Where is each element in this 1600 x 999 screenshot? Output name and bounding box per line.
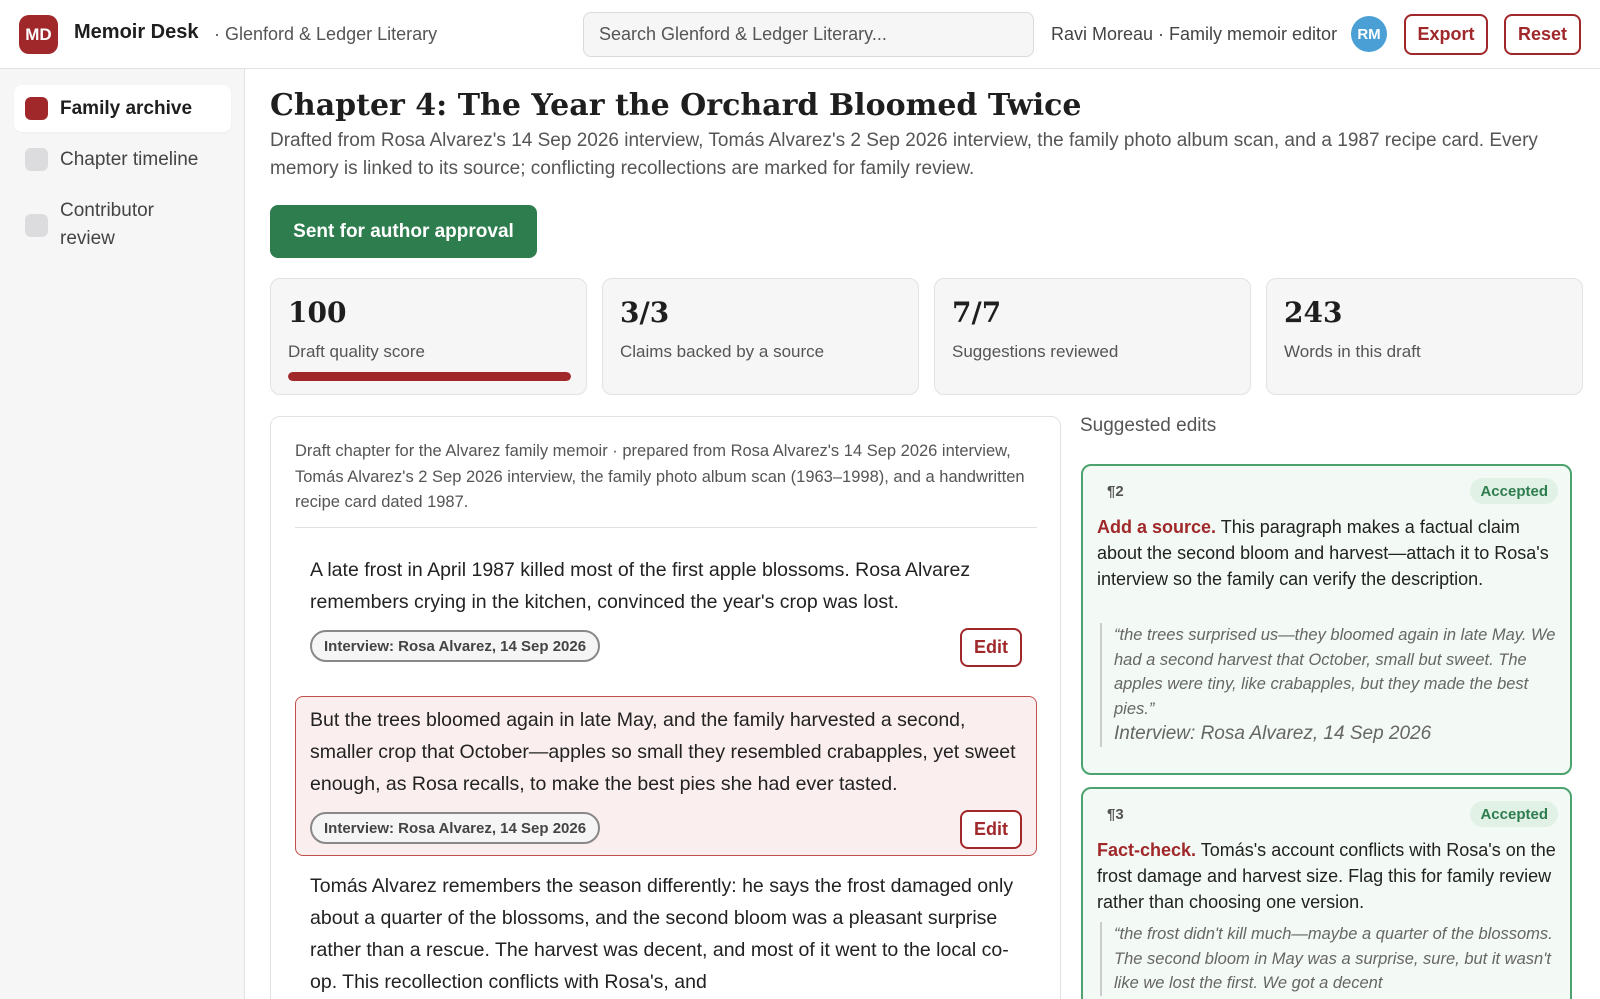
draft-intro: Draft chapter for the Alvarez family memoir · prepared from Rosa Alvarez's 14 Sep 2026 interview, Tomás Alvarez's 2 Sep 2026 interview, the family photo album scan (1963–1998), and a handwritten recipe card dated 1987. [295,442,1025,511]
sidebar [0,69,245,999]
paragraph-text: Tomás Alvarez remembers the season differently: he says the frost damaged only about a quarter of the blossoms, and the second bloom was a pleasant surprise rather than a rescue. The harvest was decent, and most of it went to the local co-op. This recollection conflicts with Rosa's, and [310,875,1014,993]
suggestion-card[interactable] [1081,787,1572,999]
organization-name: · Glenford & Ledger Literary [214,24,438,44]
edit-button[interactable]: Edit [960,628,1022,667]
status-badge: Accepted [1470,478,1558,504]
stat-card-words [1266,278,1583,395]
suggestion-kind: Fact-check. [1097,840,1197,860]
paragraph-ref: ¶3 [1107,806,1124,823]
page-title: Chapter 4: The Year the Orchard Bloomed Twice [270,88,1082,123]
suggestion-text: Tomás's account conflicts with Rosa's on the frost damage and harvest size. Flag this for family review rather than choosing one version. [1097,840,1556,912]
paragraph-text: A late frost in April 1987 killed most of the first apple blossoms. Rosa Alvarez remembers crying in the kitchen, convinced the year's crop was lost. [310,559,971,613]
export-button[interactable]: Export [1404,14,1488,55]
suggestion-body [1097,514,1557,592]
suggestion-body [1097,837,1557,915]
nav-marker-icon [25,148,48,171]
stat-value: 3/3 [620,296,670,329]
nav-marker-icon [25,97,48,120]
suggestion-card[interactable] [1081,464,1572,775]
quality-progress-bar [288,372,571,381]
search-input[interactable] [583,12,1034,57]
paragraph-ref: ¶2 [1107,483,1124,500]
source-quote [1100,922,1560,996]
sidebar-item-chapter-timeline[interactable] [14,145,231,174]
draft-paragraph-selected [295,696,1037,856]
draft-panel [270,416,1061,999]
quote-text: “the frost didn't kill much—maybe a quarter of the blossoms. The second bloom in May was a surprise, sure, but it wasn't like we lost the first. We got a decent [1114,925,1553,992]
edit-button[interactable]: Edit [960,810,1022,849]
stat-value: 243 [1284,296,1343,329]
stat-card-suggestions [934,278,1251,395]
sidebar-item-label: Chapter timeline [60,148,199,170]
source-chip[interactable]: Interview: Rosa Alvarez, 14 Sep 2026 [310,630,600,662]
app-title: Memoir Desk [74,21,199,43]
avatar[interactable]: RM [1351,16,1387,52]
paragraph-text: But the trees bloomed again in late May, and the family harvested a second, smaller crop that October—apples so small they resembled crabapples, yet sweet enough, as Rosa recalls, to make the best pies she had ever tasted. [310,709,1016,795]
sidebar-item-contributor-review[interactable] [14,195,231,255]
stat-label: Words in this draft [1284,342,1421,361]
stat-card-quality [270,278,587,395]
source-quote [1100,623,1560,747]
suggestion-text: This paragraph makes a factual claim about the second bloom and harvest—attach it to Rosa's interview so the family can verify the description. [1097,517,1549,589]
quote-text: “the trees surprised us—they bloomed again in late May. We had a second harvest that October, small but sweet. The apples were tiny, like crabapples, but they made the best pies.” [1114,626,1556,718]
divider [295,527,1037,528]
quote-citation: Interview: Rosa Alvarez, 14 Sep 2026 [1114,723,1432,744]
source-chip[interactable]: Interview: Rosa Alvarez, 14 Sep 2026 [310,812,600,844]
status-badge: Accepted [1470,801,1558,827]
reset-button[interactable]: Reset [1504,14,1581,55]
nav-marker-icon [25,214,48,237]
stat-label: Claims backed by a source [620,342,825,361]
author-approval-button[interactable]: Sent for author approval [270,205,537,258]
stat-label: Draft quality score [288,342,425,361]
stat-label: Suggestions reviewed [952,342,1119,361]
main-content [246,69,1600,999]
suggested-edits-heading: Suggested edits [1080,415,1217,436]
stat-value: 7/7 [952,296,1002,329]
user-label: Ravi Moreau · Family memoir editor [1051,24,1338,44]
top-bar [0,0,1600,69]
sidebar-item-family-archive[interactable] [14,85,231,132]
stat-card-claims [602,278,919,395]
quality-progress-fill [288,372,571,381]
sidebar-item-label: Family archive [60,97,193,119]
stat-value: 100 [288,296,347,329]
app-logo: MD [19,15,58,54]
draft-paragraph [295,553,1037,674]
sidebar-item-label: Contributor review [60,200,154,249]
suggestion-kind: Add a source. [1097,517,1217,537]
page-description: Drafted from Rosa Alvarez's 14 Sep 2026 interview, Tomás Alvarez's 2 Sep 2026 interview, the family photo album scan, and a 1987 recipe card. Every memory is linked to its source; conflicting recollections are marked for family review. [270,130,1538,179]
draft-paragraph [295,869,1037,999]
